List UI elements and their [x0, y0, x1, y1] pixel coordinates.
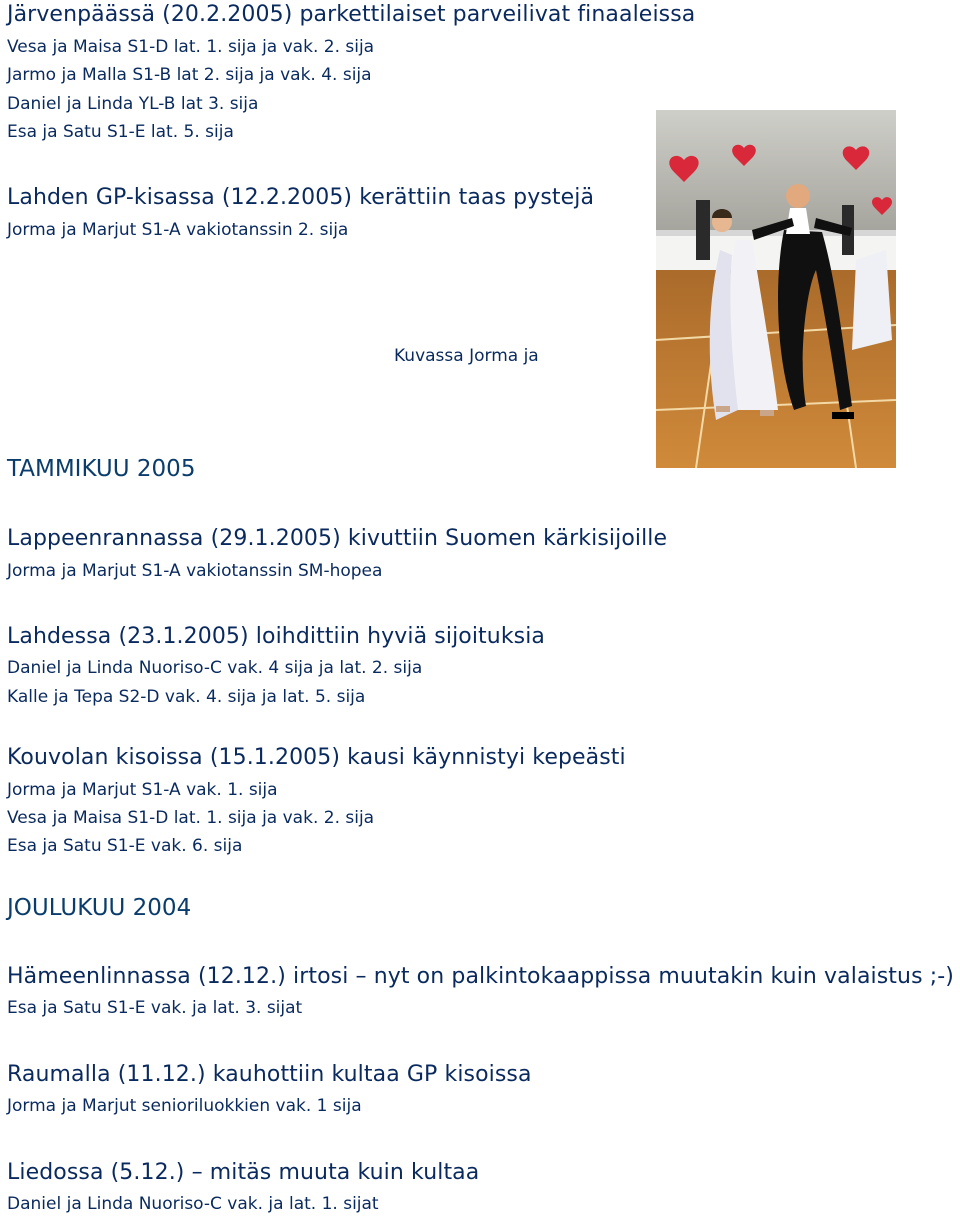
competition-heading: Hämeenlinnassa (12.12.) irtosi – nyt on palkintokaappissa muutakin kuin valaistus ;-): [7, 964, 954, 989]
month-heading: TAMMIKUU 2005: [7, 456, 196, 482]
result-line: Kalle ja Tepa S2-D vak. 4. sija ja lat. 5. sija: [7, 687, 366, 707]
dancing-couple-photo: [656, 110, 896, 468]
month-heading: JOULUKUU 2004: [7, 895, 192, 921]
photo-caption: Kuvassa Jorma ja: [394, 346, 539, 366]
result-line: Esa ja Satu S1-E vak. 6. sija: [7, 836, 243, 856]
result-line: Vesa ja Maisa S1-D lat. 1. sija ja vak. 2. sija: [7, 37, 375, 57]
result-line: Esa ja Satu S1-E vak. ja lat. 3. sijat: [7, 998, 303, 1018]
competition-heading: Lappeenrannassa (29.1.2005) kivuttiin Suomen kärkisijoille: [7, 526, 668, 551]
result-line: Daniel ja Linda YL-B lat 3. sija: [7, 94, 259, 114]
result-line: Daniel ja Linda Nuoriso-C vak. ja lat. 1. sijat: [7, 1194, 379, 1214]
result-line: Daniel ja Linda Nuoriso-C vak. 4 sija ja lat. 2. sija: [7, 658, 423, 678]
competition-heading: Liedossa (5.12.) – mitäs muuta kuin kultaa: [7, 1160, 480, 1185]
result-line: Vesa ja Maisa S1-D lat. 1. sija ja vak. 2. sija: [7, 808, 375, 828]
result-line: Jarmo ja Malla S1-B lat 2. sija ja vak. 4. sija: [7, 65, 372, 85]
result-line: Jorma ja Marjut S1-A vakiotanssin 2. sija: [7, 220, 349, 240]
result-line: Jorma ja Marjut S1-A vakiotanssin SM-hopea: [7, 561, 383, 581]
competition-heading: Lahden GP-kisassa (12.2.2005) kerättiin taas pystejä: [7, 185, 595, 210]
competition-heading: Kouvolan kisoissa (15.1.2005) kausi käynnistyi kepeästi: [7, 745, 626, 770]
result-line: Jorma ja Marjut senioriluokkien vak. 1 sija: [7, 1096, 362, 1116]
competition-heading: Järvenpäässä (20.2.2005) parkettilaiset parveilivat finaaleissa: [7, 2, 696, 27]
result-line: Esa ja Satu S1-E lat. 5. sija: [7, 122, 234, 142]
competition-heading: Raumalla (11.12.) kauhottiin kultaa GP kisoissa: [7, 1062, 532, 1087]
result-line: Jorma ja Marjut S1-A vak. 1. sija: [7, 780, 278, 800]
competition-heading: Lahdessa (23.1.2005) loihdittiin hyviä sijoituksia: [7, 624, 546, 649]
